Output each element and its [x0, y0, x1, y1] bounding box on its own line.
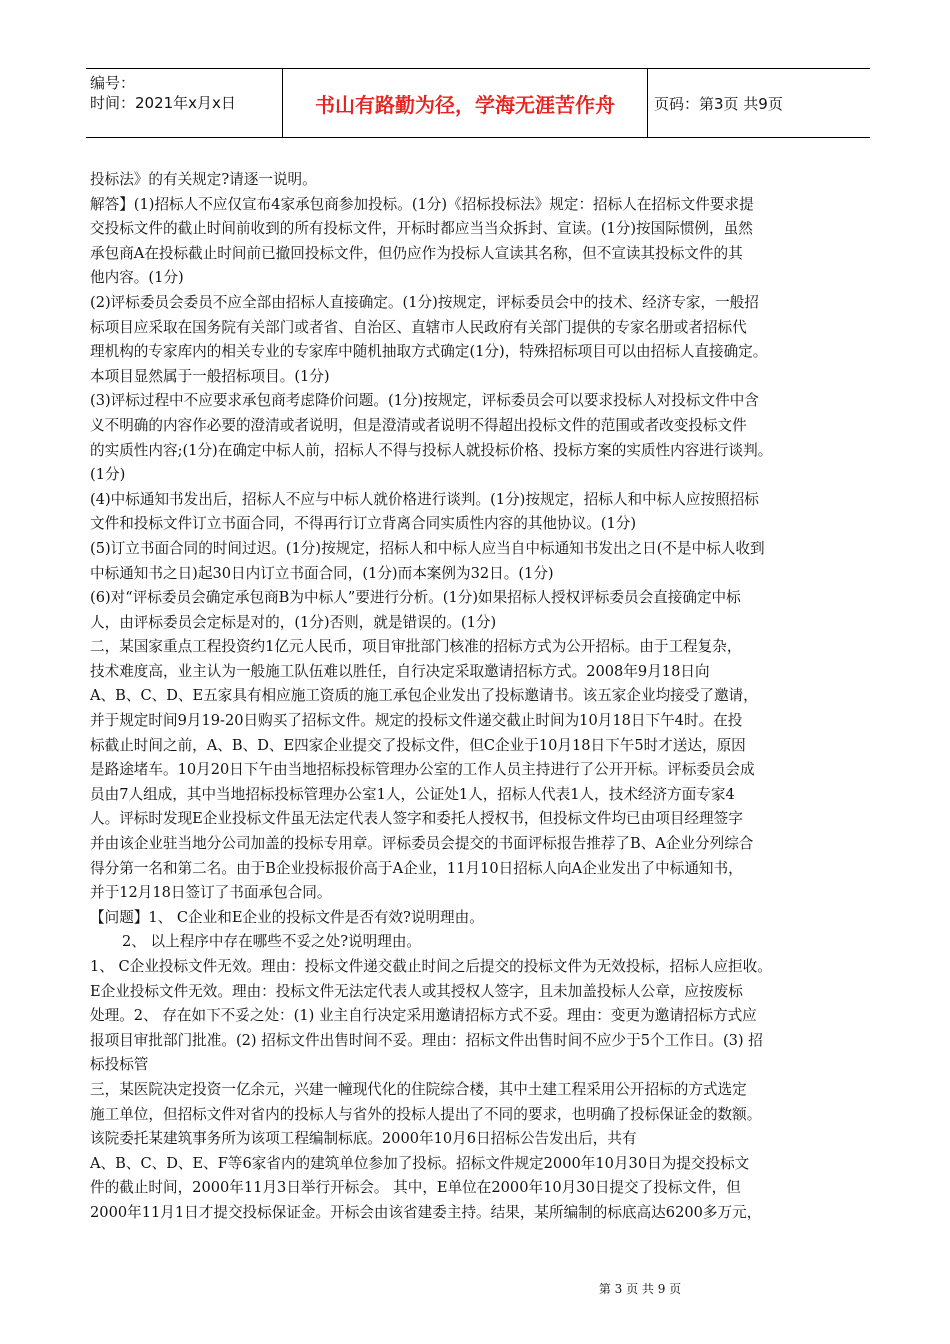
text-line: (2)评标委员会委员不应全部由招标人直接确定。(1分)按规定，评标委员会中的技术、经济专家，一般招	[90, 293, 759, 311]
text-line: 他内容。(1分)	[90, 269, 184, 287]
text-line: 交投标文件的截止时间前收到的所有投标文件，开标时都应当当众拆封、宣读。(1分)按国际惯例，虽然	[90, 220, 753, 238]
text-line: 投标法》的有关规定?请逐一说明。	[90, 171, 317, 188]
text-line: (4)中标通知书发出后，招标人不应与中标人就价格进行谈判。(1分)按规定，招标人和中标人应按照招标	[90, 490, 759, 508]
text-line: (6)对“评标委员会确定承包商B为中标人”要进行分析。(1分)如果招标人授权评标委员会直接确定中标	[90, 589, 741, 607]
text-line: 本项目显然属于一般招标项目。(1分)	[90, 367, 330, 385]
text-line: 并由该企业驻当地分公司加盖的投标专用章。评标委员会提交的书面评标报告推荐了B、A企业分列综合	[90, 835, 754, 853]
text-line: (1分)	[90, 466, 126, 484]
text-line: 中标通知书之日)起30日内订立书面合同，(1分)而本案例为32日。(1分)	[90, 564, 554, 582]
text-line: 报项目审批部门批准。(2) 招标文件出售时间不妥。理由：招标文件出售时间不应少于5个工作日。(3) 招	[90, 1031, 763, 1049]
text-line: 义不明确的内容作必要的澄清或者说明，但是澄清或者说明不得超出投标文件的范围或者改变投标文件	[90, 416, 747, 434]
text-line: 1、 C企业投标文件无效。理由：投标文件递交截止时间之后提交的投标文件为无效投标，招标人应拒收。	[90, 958, 772, 975]
text-line: (3)评标过程中不应要求承包商考虑降价问题。(1分)按规定，评标委员会可以要求投标人对投标文件中含	[90, 392, 759, 410]
text-line: 的实质性内容;(1分)在确定中标人前，招标人不得与投标人就投标价格、投标方案的实质性内容进行谈判。	[90, 441, 773, 459]
text-line: 人。评标时发现E企业投标文件虽无法定代表人签字和委托人授权书，但投标文件均已由项目经理签字	[90, 810, 743, 828]
text-line: 得分第一名和第二名。由于B企业投标报价高于A企业，11月10日招标人向A企业发出了中标通知书，	[90, 859, 743, 877]
text-line: A、B、C、D、E、F等6家省内的建筑单位参加了投标。招标文件规定2000年10月30日为提交投标文	[90, 1154, 750, 1172]
text-line: 人，由评标委员会定标是对的，(1分)否则，就是错误的。(1分)	[90, 613, 497, 631]
text-line: 承包商A在投标截止时间前已撤回投标文件，但仍应作为投标人宣读其名称，但不宣读其投标文件的其	[90, 244, 743, 262]
header-meta	[86, 69, 282, 137]
text-line: 并于12月18日签订了书面承包合同。	[90, 884, 332, 902]
text-line: E企业投标文件无效。理由：投标文件无法定代表人或其授权人签字，且未加盖投标人公章，应按废标	[90, 982, 743, 1000]
text-line: 2、 以上程序中存在哪些不妥之处?说明理由。	[122, 933, 422, 951]
header-motto: 书山有路勤为径，学海无涯苦作舟	[282, 69, 648, 137]
text-line: 2000年11月1日才提交投标保证金。开标会由该省建委主持。结果，某所编制的标底高达6200多万元，	[90, 1203, 762, 1221]
text-line: 三，某医院决定投资一亿余元，兴建一幢现代化的住院综合楼，其中土建工程采用公开招标的方式选定	[90, 1080, 747, 1098]
text-line: 标截止时间之前，A、B、D、E四家企业提交了投标文件，但C企业于10月18日下午5时才送达，原因	[90, 736, 746, 754]
text-line: 标项目应采取在国务院有关部门或者省、自治区、直辖市人民政府有关部门提供的专家名册或者招标代	[90, 318, 747, 336]
text-line: 文件和投标文件订立书面合同，不得再行订立背离合同实质性内容的其他协议。(1分)	[90, 515, 637, 533]
text-line: 二，某国家重点工程投资约1亿元人民币，项目审批部门核准的招标方式为公开招标。由于工程复杂，	[90, 638, 742, 656]
text-line: 员由7人组成，其中当地招标投标管理办公室1人，公证处1人，招标人代表1人，技术经济方面专家4	[90, 785, 735, 803]
document-time-label: 时间：2021年x月x日	[90, 94, 236, 112]
header-page-info: 页码：第3页 共9页	[654, 94, 783, 113]
text-line: 该院委托某建筑事务所为该项工程编制标底。2000年10月6日招标公告发出后，共有	[90, 1130, 637, 1148]
text-line: 技术难度高，业主认为一般施工队伍难以胜任，自行决定采取邀请招标方式。2008年9月18日向	[90, 662, 710, 680]
text-line: A、B、C、D、E五家具有相应施工资质的施工承包企业发出了投标邀请书。该五家企业均接受了邀请，	[90, 687, 758, 705]
text-line: 并于规定时间9月19-20日购买了招标文件。规定的投标文件递交截止时间为10月18日下午4时。在投	[90, 712, 743, 730]
page-header	[86, 68, 870, 138]
text-line: 【问题】1、 C企业和E企业的投标文件是否有效?说明理由。	[90, 908, 484, 926]
page-footer: 第 3 页 共 9 页	[598, 1282, 682, 1296]
document-number-label: 编号：	[90, 74, 136, 92]
text-line: 解答】(1)招标人不应仅宣布4家承包商参加投标。(1分)《招标投标法》规定：招标人在招标文件要求提	[90, 195, 754, 213]
text-line: (5)订立书面合同的时间过迟。(1分)按规定，招标人和中标人应当自中标通知书发出之日(不是中标人收到	[90, 539, 765, 557]
text-line: 施工单位，但招标文件对省内的投标人与省外的投标人提出了不同的要求，也明确了投标保证金的数额。	[90, 1105, 762, 1123]
document-body	[90, 168, 862, 1226]
text-line: 处理。2、 存在如下不妥之处：(1) 业主自行决定采用邀请招标方式不妥。理由：变更为邀请招标方式应	[90, 1007, 757, 1025]
text-line: 件的截止时间，2000年11月3日举行开标会。 其中，E单位在2000年10月30日提交了投标文件，但	[90, 1179, 741, 1197]
text-line: 理机构的专家库内的相关专业的专家库中随机抽取方式确定(1分)，特殊招标项目可以由招标人直接确定。	[90, 343, 768, 361]
text-line: 是路途堵车。10月20日下午由当地招标投标管理办公室的工作人员主持进行了公开开标。评标委员会成	[90, 761, 755, 779]
text-line: 标投标管	[90, 1056, 149, 1074]
